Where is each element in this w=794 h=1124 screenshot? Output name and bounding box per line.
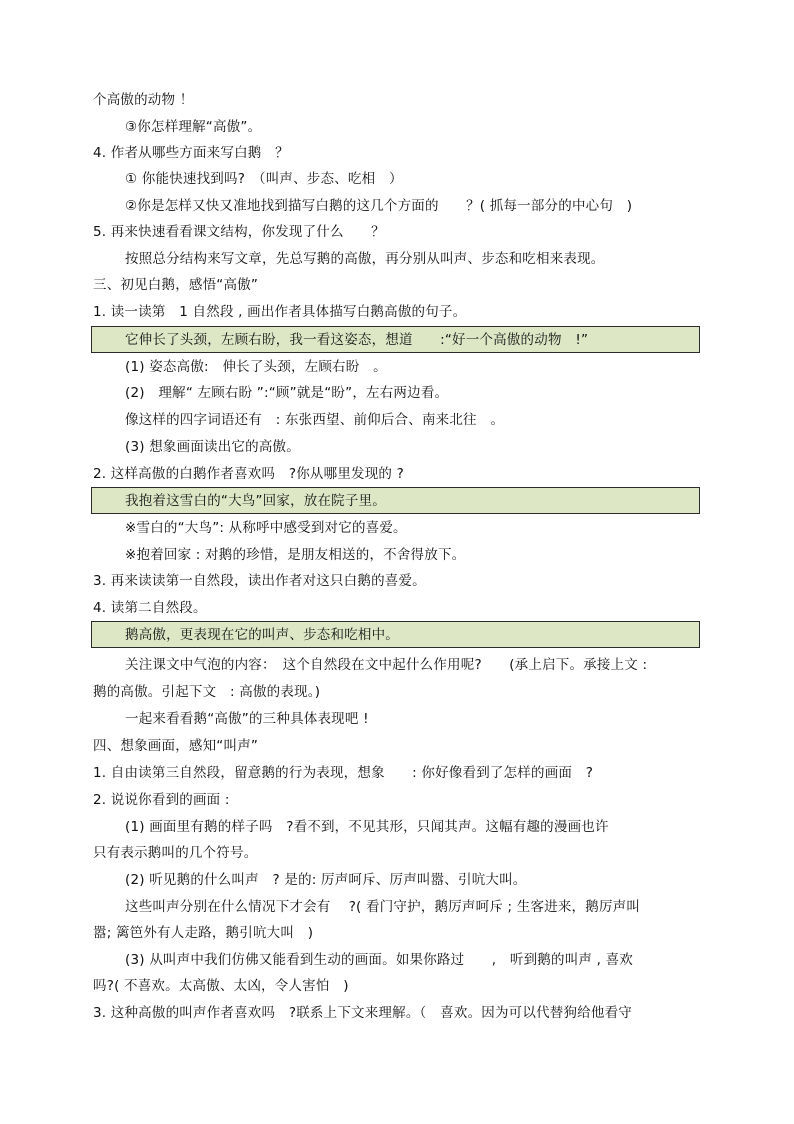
numbered-question: 4. 作者从哪些方面来写白鹅 ？	[93, 145, 289, 161]
sub-point: (2) 听见鹅的什么叫声 ? 是的: 厉声呵斥、厉声叫嚣、引吭大叫。	[125, 872, 527, 888]
answer-line: 按照总分结构来写文章，先总写鹅的高傲，再分别从叫声、步态和吃相来表现。	[125, 251, 605, 267]
sub-question: ②你是怎样又快又准地找到描写白鹅的这几个方面的 ？( 抓每一部分的中心句 )	[125, 198, 633, 214]
numbered-question: 4. 读第二自然段。	[93, 600, 207, 616]
quote-text: 它伸长了头颈，左顾右盼，我一看这姿态，想道 :“好一个高傲的动物 !”	[125, 332, 589, 348]
text-line: 个高傲的动物 ！	[93, 92, 194, 108]
numbered-question: 3. 这种高傲的叫声作者喜欢吗 ?联系上下文来理解。（ 喜欢。因为可以代替狗给他看守	[93, 1005, 632, 1021]
text-line: 一起来看看鹅“高傲”的三种具体表现吧 !	[125, 711, 369, 727]
numbered-question: 2. 这样高傲的白鹅作者喜欢吗 ?你从哪里发现的 ?	[93, 466, 404, 482]
sub-point: (1) 姿态高傲: 伸长了头颈，左顾右盼 。	[125, 359, 387, 375]
sub-point: 像这样的四字词语还有 : 东张西望、前仰后合、南来北往 。	[125, 412, 505, 428]
sub-point: (3) 想象画面读出它的高傲。	[125, 439, 300, 455]
sub-point: (2) 理解“ 左顾右盼 ”:“顾”就是“盼”，左右两边看。	[125, 385, 449, 401]
section-heading: 四、想象画面，感知“叫声”	[93, 738, 259, 754]
quote-box	[91, 487, 700, 514]
numbered-question: 1. 读一读第 1 自然段 , 画出作者具体描写白鹅高傲的句子。	[93, 304, 467, 320]
quote-box	[91, 326, 700, 353]
numbered-question: 5. 再来快速看看课文结构，你发现了什么 ？	[93, 224, 385, 240]
numbered-question: 1. 自由读第三自然段，留意鹅的行为表现，想象 : 你好像看到了怎样的画面 ?	[93, 765, 594, 781]
sub-point: (3) 从叫声中我们仿佛又能看到生动的画面。如果你路过 , 听到鹅的叫声 , 喜欢	[125, 952, 633, 968]
text-line: 嚣; 篱笆外有人走路，鹅引吭大叫 )	[93, 925, 314, 941]
section-heading: 三、初见白鹅，感悟“高傲”	[93, 277, 259, 293]
numbered-question: 3. 再来读读第一自然段，读出作者对这只白鹅的喜爱。	[93, 573, 426, 589]
text-line: 关注课文中气泡的内容： 这个自然段在文中起什么作用呢? (承上启下。承接上文 :	[125, 657, 648, 673]
sub-point: (1) 画面里有鹅的样子吗 ?看不到，不见其形，只闻其声。这幅有趣的漫画也许	[125, 819, 609, 835]
text-line: 吗?( 不喜欢。太高傲、太凶，令人害怕 )	[93, 978, 349, 994]
numbered-question: 2. 说说你看到的画面 :	[93, 792, 230, 808]
note-line: ※雪白的“大鸟”: 从称呼中感受到对它的喜爱。	[125, 520, 407, 536]
sub-question: ① 你能快速找到吗? （叫声、步态、吃相 ）	[125, 171, 403, 187]
quote-text: 我抱着这雪白的“大鸟”回家，放在院子里。	[125, 493, 386, 509]
quote-text: 鹅高傲，更表现在它的叫声、步态和吃相中。	[125, 627, 399, 643]
note-line: ※抱着回家 : 对鹅的珍惜，是朋友相送的，不舍得放下。	[125, 547, 466, 563]
text-line: 鹅的高傲。引起下文 : 高傲的表现。)	[93, 684, 321, 700]
quote-box	[91, 621, 700, 648]
text-line: 只有表示鹅叫的几个符号。	[93, 845, 258, 861]
question-line: ③你怎样理解“高傲”。	[125, 119, 262, 135]
text-line: 这些叫声分别在什么情况下才会有 ?( 看门守护，鹅厉声呵斥 ; 生客进来，鹅厉声叫	[125, 899, 641, 915]
